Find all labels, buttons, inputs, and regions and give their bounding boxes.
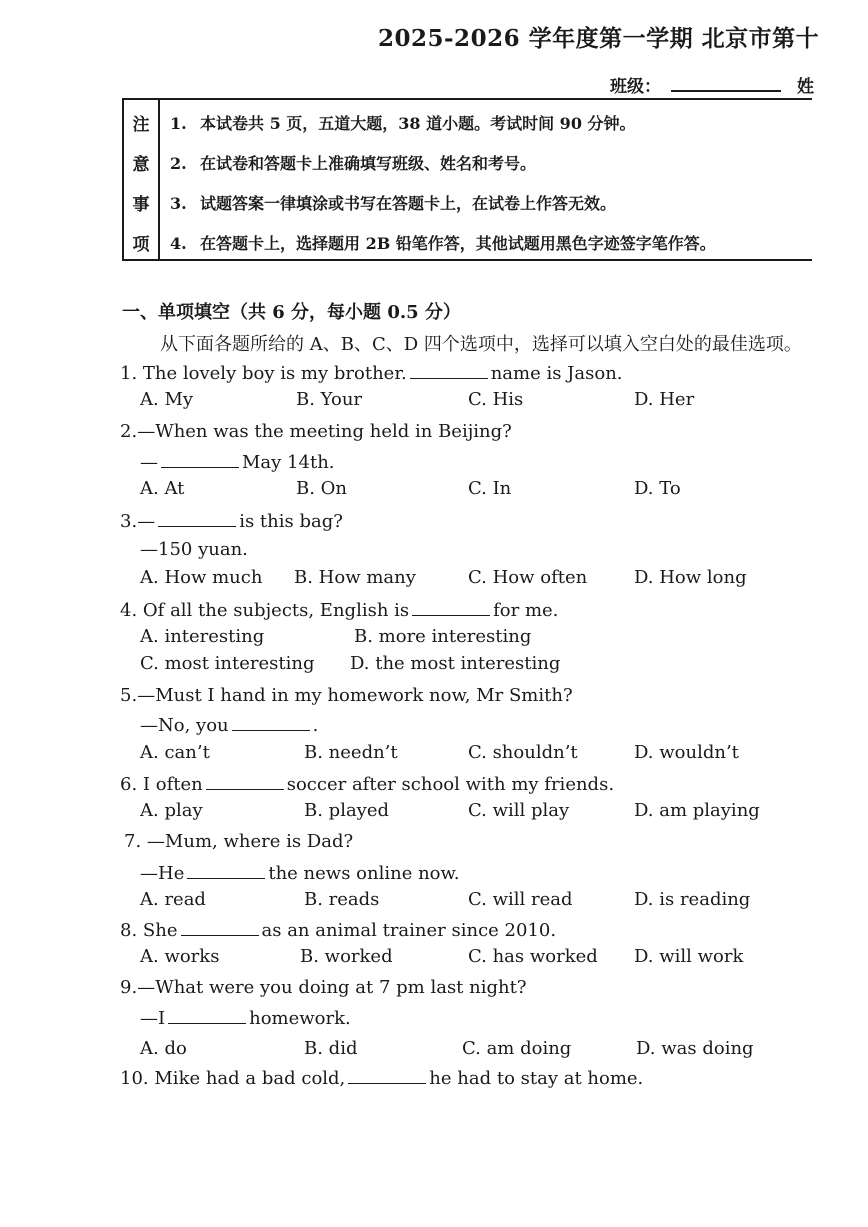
- question-number: 6.: [120, 774, 138, 795]
- option-a: A. works: [140, 946, 220, 967]
- notice-item-text: 本试卷共 5 页，五道大题，38 道小题。考试时间 90 分钟。: [200, 114, 636, 133]
- question-stem-pre: She: [142, 920, 178, 941]
- question-number: 3.: [120, 511, 138, 532]
- answer-blank: [206, 773, 284, 790]
- option-c: C. will play: [468, 800, 570, 821]
- question-stem-pre: I often: [142, 774, 203, 795]
- question-number: 7.: [124, 831, 142, 852]
- question-7-line-2: [140, 862, 460, 884]
- question-stem-post: .: [312, 715, 319, 736]
- question-stem-pre: Of all the subjects, English is: [142, 600, 410, 621]
- notice-item-num: 3.: [170, 194, 187, 213]
- question-9: [120, 977, 526, 998]
- option-d: D. How long: [634, 567, 747, 588]
- question-5-line-2: [140, 714, 318, 736]
- question-line-1: —When was the meeting held in Beijing?: [137, 421, 512, 442]
- answer-blank: [168, 1007, 246, 1024]
- notice-item-num: 1.: [170, 114, 187, 133]
- notice-item-num: 2.: [170, 154, 187, 173]
- question-stem-pre: The lovely boy is my brother.: [142, 363, 407, 384]
- question-9-line-2: [140, 1007, 351, 1029]
- answer-blank: [412, 599, 490, 616]
- option-c: C. How often: [468, 567, 588, 588]
- question-7: [124, 831, 353, 852]
- answer-blank: [181, 919, 259, 936]
- question-stem-post: May 14th.: [242, 452, 335, 473]
- option-c: C. His: [468, 389, 524, 410]
- question-stem-post: homework.: [249, 1008, 351, 1029]
- question-4: [120, 599, 558, 621]
- class-name-line: [610, 72, 868, 97]
- question-1: [120, 362, 623, 384]
- question-2-line-2: [140, 451, 335, 473]
- answer-blank: [348, 1067, 426, 1084]
- notice-label-char: 项: [132, 235, 150, 255]
- question-stem-pre: —He: [140, 863, 185, 884]
- question-stem-pre: —No, you: [140, 715, 229, 736]
- question-8: [120, 919, 556, 941]
- question-2: [120, 421, 512, 442]
- question-stem-post: name is Jason.: [490, 363, 623, 384]
- class-label: 班级：: [610, 77, 661, 97]
- question-stem-post: the news online now.: [268, 863, 460, 884]
- answer-blank: [187, 862, 265, 879]
- answer-blank: [158, 510, 236, 527]
- question-stem-post: for me.: [493, 600, 559, 621]
- option-b: B. reads: [304, 889, 380, 910]
- option-d: D. was doing: [636, 1038, 754, 1059]
- notice-item-text: 在答题卡上，选择题用 2B 铅笔作答，其他试题用黑色字迹签字笔作答。: [200, 234, 716, 253]
- option-c: C. am doing: [462, 1038, 572, 1059]
- question-10: [120, 1067, 643, 1089]
- option-a: A. How much: [140, 567, 263, 588]
- option-c: C. most interesting: [140, 653, 315, 674]
- option-d: D. the most interesting: [350, 653, 561, 674]
- question-stem-pre: —I: [140, 1008, 166, 1029]
- question-number: 1.: [120, 363, 138, 384]
- question-line-1: —What were you doing at 7 pm last night?: [137, 977, 527, 998]
- option-b: B. needn’t: [304, 742, 398, 763]
- notice-item-text: 试题答案一律填涂或书写在答题卡上，在试卷上作答无效。: [200, 194, 617, 213]
- notice-item: [170, 151, 536, 174]
- question-number: 9.: [120, 977, 138, 998]
- notice-label-column: [124, 100, 160, 259]
- option-c: C. has worked: [468, 946, 598, 967]
- question-number: 8.: [120, 920, 138, 941]
- option-c: C. In: [468, 478, 512, 499]
- option-b: B. Your: [296, 389, 363, 410]
- question-6: [120, 773, 614, 795]
- option-b: B. did: [304, 1038, 358, 1059]
- option-a: A. can’t: [140, 742, 210, 763]
- class-blank: [671, 76, 781, 92]
- notice-item: [170, 111, 636, 134]
- answer-blank: [161, 451, 239, 468]
- notice-item: [170, 191, 616, 214]
- notice-label-char: 事: [132, 195, 150, 215]
- option-d: D. To: [634, 478, 681, 499]
- notice-label-char: 注: [132, 115, 150, 135]
- option-d: D. will work: [634, 946, 744, 967]
- question-stem-post: he had to stay at home.: [429, 1068, 644, 1089]
- notice-box: [122, 98, 812, 261]
- question-number: 4.: [120, 600, 138, 621]
- option-b: B. On: [296, 478, 348, 499]
- section-instruction: 从下面各题所给的 A、B、C、D 四个选项中，选择可以填入空白处的最佳选项。: [160, 334, 802, 355]
- option-a: A. do: [140, 1038, 187, 1059]
- option-c: C. shouldn’t: [468, 742, 578, 763]
- question-number: 10.: [120, 1068, 149, 1089]
- question-number: 5.: [120, 685, 138, 706]
- exam-title: 2025-2026 学年度第一学期 北京市第十: [378, 25, 820, 52]
- question-5: [120, 685, 573, 706]
- question-number: 2.: [120, 421, 138, 442]
- option-b: B. worked: [300, 946, 393, 967]
- notice-item-num: 4.: [170, 234, 187, 253]
- option-a: A. play: [140, 800, 203, 821]
- name-label: 姓: [797, 77, 814, 97]
- question-stem-post: soccer after school with my friends.: [286, 774, 615, 795]
- question-3: [120, 510, 343, 532]
- option-d: D. wouldn’t: [634, 742, 739, 763]
- answer-blank: [410, 362, 488, 379]
- option-c: C. will read: [468, 889, 573, 910]
- option-b: B. played: [304, 800, 390, 821]
- question-line-1: —Must I hand in my homework now, Mr Smith?: [137, 685, 573, 706]
- answer-blank: [232, 714, 310, 731]
- section-title: 一、单项填空（共 6 分，每小题 0.5 分）: [122, 302, 461, 323]
- option-d: D. am playing: [634, 800, 760, 821]
- question-stem-post: as an animal trainer since 2010.: [261, 920, 557, 941]
- question-stem-pre: Mike had a bad cold,: [154, 1068, 346, 1089]
- option-d: D. is reading: [634, 889, 751, 910]
- notice-item-text: 在试卷和答题卡上准确填写班级、姓名和考号。: [200, 154, 537, 173]
- option-a: A. interesting: [140, 626, 265, 647]
- option-a: A. At: [140, 478, 185, 499]
- question-stem-post: is this bag?: [239, 511, 343, 532]
- option-b: B. How many: [294, 567, 416, 588]
- question-stem-pre: —: [137, 511, 156, 532]
- question-line-1: —Mum, where is Dad?: [146, 831, 354, 852]
- notice-label-char: 意: [132, 155, 150, 175]
- option-d: D. Her: [634, 389, 695, 410]
- question-stem-pre: —: [140, 452, 158, 473]
- option-a: A. My: [140, 389, 194, 410]
- question-3-line-2: —150 yuan.: [140, 539, 248, 560]
- notice-item: [170, 231, 716, 254]
- option-b: B. more interesting: [354, 626, 532, 647]
- option-a: A. read: [140, 889, 206, 910]
